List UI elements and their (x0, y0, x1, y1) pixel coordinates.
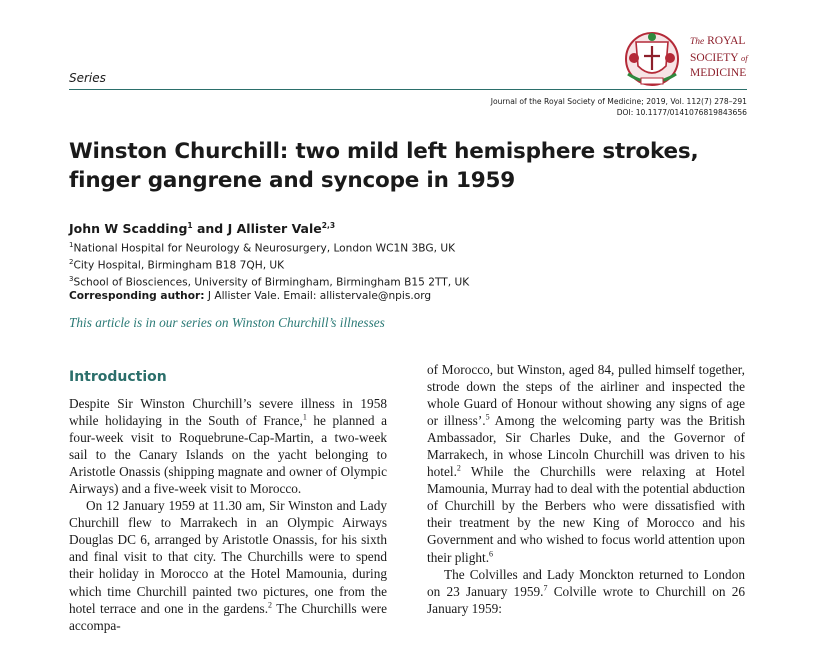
affiliation-text: School of Biosciences, University of Birmingham, Birmingham B15 2TT, UK (73, 276, 470, 289)
author-affiliation-marker: 1 (187, 221, 193, 230)
corresponding-label: Corresponding author: (69, 290, 205, 302)
series-label: Series (69, 71, 106, 85)
citation-marker: 5 (485, 412, 490, 422)
article-title: Winston Churchill: two mild left hemisphere strokes, finger gangrene and syncope in 1959 (69, 139, 699, 193)
corresponding-author (69, 290, 431, 302)
affiliation (69, 275, 469, 289)
author-name: J Allister Vale (227, 221, 322, 237)
citation-marker: 6 (489, 549, 494, 559)
paragraph-text: On 12 January 1959 at 11.30 am, Sir Winston and Lady Churchill flew to Marrakech in an Olympic Airways Douglas DC 6, arranged by Aristotle Onassis, for his sixth and final visit to that city. The Churchills were to spend their holiday in Morocco at the Hotel Mamounia, during which time Churchill painted two pictures, one from the hotel terrace and one in the gardens. (69, 498, 387, 616)
affiliation-marker: 1 (69, 241, 74, 249)
author-conjunction: and (192, 221, 228, 237)
paragraph-text: The Colvilles and Lady Monckton returned to London on 23 January 1959. (427, 566, 745, 599)
corresponding-text: J Allister Vale. Email: allistervale@npis.org (204, 290, 432, 302)
society-word-medicine: MEDICINE (690, 67, 747, 79)
body-column-right (427, 361, 745, 617)
body-paragraph (69, 497, 387, 633)
citation-marker: 2 (268, 600, 273, 610)
body-paragraph (427, 566, 745, 617)
paragraph-text: Colville wrote to Churchill on 26 January 1959: (427, 583, 745, 616)
rsm-crest-icon (622, 28, 682, 88)
doi-line: DOI: 10.1177/0141076819843656 (616, 108, 747, 117)
paragraph-text: he planned a four-week visit to Roquebrune-Cap-Martin, a two-week sail to the Canary Islands on the yacht belonging to Aristotle Onassis (shipping magnate and owner of Olympic Airways) and a five-week visit to Morocco. (69, 413, 387, 497)
paragraph-text: The Churchills were accompa- (69, 600, 388, 633)
affiliation (69, 258, 284, 272)
society-word-society: SOCIETY (690, 51, 739, 64)
journal-citation (491, 96, 747, 118)
society-of: of (741, 52, 748, 63)
affiliation (69, 241, 455, 255)
society-wordmark (690, 34, 748, 82)
citation-marker: 7 (543, 583, 548, 593)
author-name: John W Scadding (69, 221, 188, 237)
author-affiliation-marker: 2,3 (321, 221, 336, 230)
paragraph-text: While the Churchills were relaxing at Hotel Mamounia, Murray had to deal with the potential abduction of Churchill by the Berbers who were dissatisfied with their treatment by the new King of Morocco and his Government and who wished to focus world attention upon their plight. (427, 464, 745, 565)
body-column-left (69, 395, 387, 634)
body-paragraph (69, 395, 387, 497)
paragraph-text: Among the welcoming party was the British Ambassador, Sir Charles Duke, and the Governor of Marrakech, in whose Lincoln Churchill was driven to his hotel. (427, 413, 745, 480)
section-heading-introduction: Introduction (69, 369, 167, 385)
society-word-royal: ROYAL (707, 35, 746, 47)
paragraph-text: of Morocco, but Winston, aged 84, pulled himself together, strode down the steps of the airliner and inspected the whole Guard of Honour without showing any signs of age or illness’. (427, 362, 745, 429)
affiliation-marker: 2 (69, 258, 74, 266)
affiliation-text: National Hospital for Neurology & Neurosurgery, London WC1N 3BG, UK (73, 242, 456, 255)
affiliation-marker: 3 (69, 275, 74, 283)
series-note: This article is in our series on Winston Churchill’s illnesses (69, 315, 385, 330)
citation-marker: 1 (302, 412, 307, 422)
body-paragraph (427, 361, 745, 566)
citation-marker: 2 (456, 463, 461, 473)
author-list (69, 221, 335, 236)
paragraph-text: Despite Sir Winston Churchill’s severe illness in 1958 while holidaying in the South of France, (69, 396, 387, 429)
affiliation-text: City Hospital, Birmingham B18 7QH, UK (73, 259, 285, 272)
society-prefix: The (690, 37, 705, 47)
header-rule (69, 89, 747, 90)
journal-line: Journal of the Royal Society of Medicine; 2019, Vol. 112(7) 278–291 (490, 97, 747, 106)
